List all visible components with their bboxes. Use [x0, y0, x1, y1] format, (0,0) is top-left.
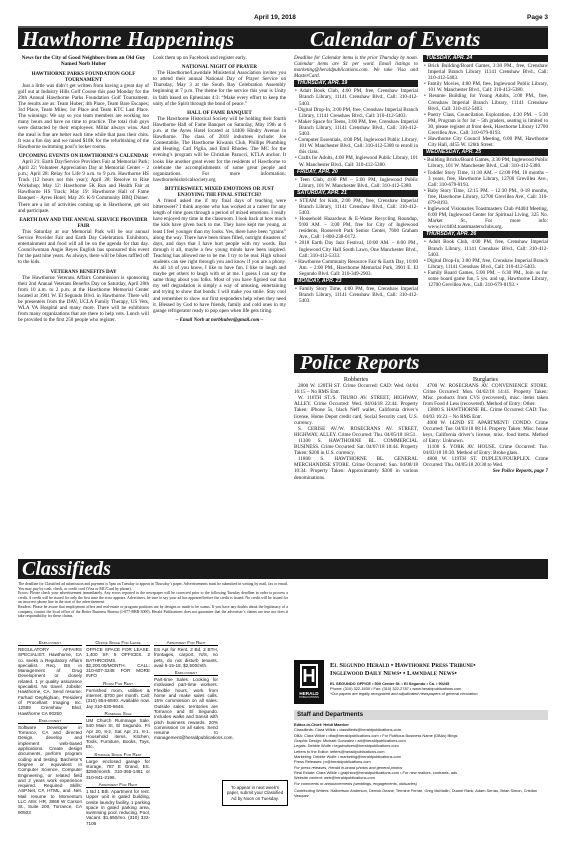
classified-ad: REGULATORY AFFAIRS SPECIALIST. Hawthorne, CA co. seeks a Regulatory Affairs specialist. Req. BS in Management of Drug Development or closely related. 1 yr quality assurance specialist. No travel. Jobsite: Hawthorne, CA. Send resume: Farhad Deghighian, President of Procellant Imaging Inc. 12589 Crenshaw Blvd, Hawthorne CA 90250	[18, 647, 82, 716]
calendar-event: • Resume Building for Young Adults, 3:00 PM., free, Crenshaw Imperial Branch Library, 11141 Crenshaw Blvd., Call: 310-412-5403.	[424, 93, 548, 112]
classified-errors-notice: Errors: Please check your advertisement immediately. Any errors reported to the newspaper will be corrected prior to the following Tuesday deadline in order to process a credit. A credit will be issued for only the first time the error appears. Advertisers, be sure to say your ad has appeared before the credit is issued. No credit will be issued for an incorrect phone line in the start of the advertisement.	[18, 591, 288, 605]
calendar-day-thu-26	[423, 231, 548, 288]
calendar-event: • Adult Book Club, 4:00 PM, free, Crenshaw Imperial Branch Library, 11141 Crenshaw Blvd., Call: 310-412-5403.	[424, 239, 548, 258]
staff-line: Marketing: Debbie Wolfe • marketing@heraldpublications.com	[294, 754, 401, 760]
veterans-text-cont: Look them up on Facebook and register early.	[153, 55, 247, 61]
calendar-event: • Maker Space for Teens, 3:00 PM, free, Crenshaw Imperial Branch Library, 11141 Crenshaw Blvd., Call: 310-412-5403.	[295, 118, 418, 138]
bittersweet-text: A friend asked me if my final days of teaching were bittersweet? I think anyone who has worked at a career for any length of time goes through a period of mixed emotions. I really have enjoyed my time in the classroom. I look back at how much the kids have given back to me. They have kept me young, at least I feel younger than my looks. Yes, there have been “grains” along the way. There have been times filled, outright disasters of days, and days that I have hurt people with my words. But through it all, maybe a few young minds have been inspired. Teaching has allowed me to be me. I try to be real. High school students can see right through you and know if you are a phony. As all 14 of you know, I like to have fun. I like to laugh and maybe get others to laugh with or at me. I guess I can say the same thing about you folks. Most of you have figured out that my self degradation is simply a way of amusing, entertaining and trying to show that bonds. I will make you smile. Stay cool and remember to show our first responders help when they need it. Blessed by God to have friends, family and cold ones in my garage refrigerator ready to pop open when life gets tiring.	[153, 198, 286, 314]
calendar-event: • 2018 Earth Day Jazz Festival, 10:00 AM. – 6:00 PM., Inglewood City Hall South Lawn, One Manchester Blvd., Call: 310-412-5333.	[295, 240, 418, 259]
calendar-column-2	[423, 55, 548, 351]
classified-notices	[18, 582, 288, 619]
calendar-event: • Family Story Time, 4:00 PM, free, Crenshaw Imperial Branch Library, 11141 Crenshaw Blvd., Call: 310-412-5403.	[295, 286, 418, 305]
page-header	[18, 14, 548, 24]
herald-logo-text: HERALD	[299, 691, 319, 696]
classified-deadline-notice: The deadline for Classified ad submission and payment is 5pm on Tuesday to appear in Thursday’s paper. Advertisements must be submitted in writing by mail, fax or email. You may pay by cash, check, or credit card (Visa or MC/Card by phone).	[18, 582, 288, 591]
earthday-text: This Saturday at our Memorial Park will be our annual Service Provider Fair and Earth Day Celebration. Exhibitors, entertainment and food will all be on the agenda for that day. Councilwoman Angie Reyes English has sponsored this event for the past nine years. As always, there will be bikes raffled off to the kids.	[18, 228, 149, 266]
police-reports-banner: Police Reports	[294, 354, 548, 373]
calendar-event: • Adult Book Club, 4:00 PM, free, Crenshaw Imperial Branch Library, 11141 Crenshaw Blvd., Call: 310-412-5403.	[295, 88, 418, 107]
classified-ad: Furnished room, utilities & internet, $700 per month. Call: (310) 654-6840. Available now. Jay 310-530-5646.	[86, 687, 150, 709]
classified-ad: Part-time Sales. Looking for motivated part-time workers. Flexible hours, work from home and make sales calls. 15% commission on all sales. Outside sales: territories are Torrance and El Segundo. Includes walks and transit with pitch business rewards. 20% commission on all sales. Send resume to management@heraldpublications.com.	[154, 677, 234, 741]
classified-ad: Software Developer in Torrance, CA and directed Design, develop and implement web-based applications. Create design documents, perform program coding and testing. Bachelor’s Degree or equivalent in Computer Science, Computer Engineering, or related field and 2 years work experience required. Required Skills: ASP.Net, C#, HTML, and .Net. Mail resume to Momentum LLC Attn: HR, 3868 W Carson St., Suite 200, Torrance, CA 90503	[18, 724, 82, 815]
burglary-report: 13800 S. HAWTHORNE BL. Crime Occurred: CAD: Tue. 04/03 16:23 – No RMS Entr.	[423, 407, 548, 420]
classified-ad: 1 Bd 1 Bth. Apartment for rent. Upper unit in gated building, onsite laundry facility, 1 parking space in gated parking area, swimming pool, reducing. Pool, Vacant. $1,650/mo. (310) 322-7106	[86, 788, 150, 826]
staff-line: Letters to the Editor: letters@heraldpublications.com	[294, 748, 385, 754]
staff-line: DBA: Clara Wilkie • dba@heraldpublications.com • For Fictitious Business Name (DBAs) filings	[294, 732, 458, 738]
classified-column-1	[18, 638, 82, 828]
herald-contact	[330, 681, 548, 696]
category-heading: Rummage Sale	[86, 711, 150, 717]
day-heading: WEDNESDAY, APR. 25	[423, 149, 548, 156]
calendar-event: • Digital Drop-In, 3:00 PM, free, Crenshaw Imperial Branch Library, 11141 Crenshaw Blvd., Call: 310-412-5403.	[295, 106, 419, 119]
halloffame-text: The Hawthorne Historical Society will be holding their fourth Hawthorne Hall of Fame Banquet on Saturday, May 19th at 6 p.m. at the Ayres Hotel located at 14400 Hindry Avenue in Hawthorne. The class of 2018 inductees include: Joe Contestabile, The Hawthorne Kiwanis Club, Phillips Plumbing and Heating, Carl Piglia, and Emil Rhodes. The MC for the evening’s program will be Christian Pazucci, KTLA anchor. It looks like another great event for the residents of Hawthorne to celebrate the accomplishments of some great people and organizations. For more information: hawthornehistoricalsociety.org	[153, 115, 286, 183]
burglary-report: 4000 W. 142ND ST. APARTMENT/ CONDO. Crime Occurred: Tue. 04/03/18 08:14. Property Taken: Misc. house keys, California driver’s license, misc. food items. Method of Entry: Unknown.	[423, 419, 548, 444]
calendar-event: • Toddler Story Time, 11:30 AM. – 12:00 PM, 18 months – 3 years, free, Hawthorne Library, 12700 Grevillea Ave., Call: 310-679-8193.	[424, 169, 548, 188]
calendar-event: • Poetry Class, Councilation Exploration, 4:30 PM. – 5:30 PM, Program is for 1st – 5th graders, seating is limited to 30, please register at front desk, Hawthorne Library 12700 Grevillea Ave., Call: 310-679-8193.	[424, 111, 548, 137]
publication-names	[330, 662, 548, 679]
staff-line: For press releases, Herald in-brand photos and general photos	[294, 764, 403, 770]
staff-line: Contributing Writers: Halbertson Anderson, Derrick Deane, Termine Ferrari, Greg McMallin, Duane Rank, Adam Serrao, Brian Simon, Cristian Vasquez	[294, 788, 537, 799]
issue-date: April 19, 2018	[254, 14, 296, 21]
classified-readers-notice: Readers: Please be aware that employment offers and real-estate or program positions are by designs or made to be scams. If you have any doubts about the legitimacy of a company, contact the local office of the Better Business Bureau (1-877-BBB-3000). Herald Publications does not guarantee that the advertiser’s claims are true nor does it take responsibility for these claims.	[18, 604, 288, 619]
burglary-report: 4700 W. ROSECRANS AV. CONVENIENCE STORE. Crime Occurred: Mon. 04/02/18 14:41. Property Taken: Misc. products from CVS (recovered), misc. items taken from Food 4 Less (recovered). Method of Entry: Other.	[423, 383, 548, 408]
category-heading: Employment	[18, 718, 82, 724]
calendar-event: • Baby Story Time, 12:15 PM. – 12:30 PM., 0-18 months, free, Hawthorne Library, 12700 Grevillea Ave., Call: 310-679-8193.	[424, 187, 548, 206]
robberies-heading: Robberies	[343, 377, 369, 383]
calendar-event: • STEAM for Kids, 2:00 PM., free, Crenshaw Imperial Branch Library, 11141 Crenshaw Blvd., Call: 310-412-5403.	[295, 197, 418, 216]
calendar-column-1	[294, 55, 418, 351]
happenings-banner-title: Hawthorne Happenings	[22, 27, 235, 51]
calendar-event: • Computer Essentials, 4:00 PM, Inglewood Public Library, 101 W. Manchester Blvd., Call: 310-412-5380 to enroll in this class.	[295, 137, 418, 156]
calendar-event: • Inglewood Visionaries Toastmasters Club #4404 Meeting, 6:00 PM, Inglewood Center for Spiritual Living, 325 No. Market St., For more info: www.ivc4404.toastmastersclubs.org.	[424, 206, 548, 231]
happenings-column-2	[153, 55, 286, 553]
prayer-heading: NATIONAL NIGHT OF PRAYER	[181, 64, 258, 71]
category-heading: Apartment For Rent	[86, 782, 150, 788]
classified-column-3	[154, 638, 234, 828]
calendar-deadline: Deadline for Calendar items is the prior Thursday by noon. Calendar items are $1 per word. Email listings to marketing@heraldpublications.com. We take Visa and MasterCard.	[294, 55, 418, 80]
calendar-event: • Hawthorne Community Resource Fair & Earth Day, 10:00 Am. – 2:00 PM., Hawthorne Memorial Park, 3901 E. El Segundo Blvd. Call: 310-349-2903.	[295, 258, 418, 277]
category-heading: Employment	[18, 640, 82, 646]
classified-column-2	[86, 638, 150, 828]
email-signature: – Email Norb at norbhuber@gmail.com –	[175, 316, 264, 323]
category-heading: Employment	[154, 670, 218, 676]
robbery-report: S. CERISE AV./W. ROSECRANS AV. STREET, HIGHWAY, ALLEY. Crime Occurred: Thu. 04/05/18 18:51.	[294, 425, 418, 438]
calendar-day-mon-23	[294, 278, 418, 304]
staff-line: Press Releases: pr@heraldpublications.com	[294, 759, 371, 765]
day-heading: TUESDAY, APR. 24	[423, 55, 548, 62]
burglary-report: 11100 S. YORK AV. HOUSE. Crime Occurred: Tue. 04/03/18 18:30. Method of Entry: Broke glass.	[423, 444, 548, 457]
earthday-heading: EARTH DAY AND THE ANNUAL SERVICE PROVIDER FAIR	[19, 216, 148, 229]
police-continued-link[interactable]: See Police Reports, page 7	[492, 468, 548, 475]
classifieds-banner: Classifieds	[18, 559, 548, 579]
calendar-day-thu-19	[294, 80, 418, 167]
calendar-day-wed-25	[423, 149, 548, 230]
section-banner	[18, 26, 548, 49]
calendar-day-fri-20	[294, 169, 418, 189]
calendar-event: • Teen Club, 4:00 PM – 5:00 PM, Inglewood Public Library, 101 W. Manchester Blvd., Call: 310-412-5380.	[295, 176, 418, 189]
classified-ad: ES Apt for Rent. 2 Bd, 2 BTH, frontages, carport, N/S, no pets, do not disturb tenants, avail 5-15-18, $2,500/mth.	[154, 647, 218, 668]
golf-text: Just a little was didn’t get written from having a great day of golf out at Industry Hills Golf Course this past Monday for the 29th Annual Hawthorne Parks Foundation Golf Tournament. The results are as: Team Huber; 4th Place, Team Bare Escapes; 3rd Place, Team Miles; 1st Place and Team KTC Last Place. The winnings: We say so you team members are working too many hours and have no time to practice. The total club guys were distracted by their employees. Millar always wins. And the meal is fine are better each time while that pass their chits. It was a fun day and we raised $10K for the refurbishing of the Hawthorne swimming pool’s locker rooms.	[18, 82, 149, 150]
robbery-report: 11300 S. HAWTHORNE BL. COMMERCIAL BUSINESS. Crime Occurred: Sat. 04/07/18 18:44. Property Taken: $200 in U.S. currency.	[294, 437, 418, 457]
classified-deadline-box	[222, 780, 288, 806]
day-heading: THURSDAY, APR. 19	[294, 80, 418, 87]
golf-heading: HAWTHORNE PARKS FOUNDATION GOLF TOURNAMENT	[31, 70, 136, 83]
upcoming-text: April 21: Earth Day/Service Providers Fair at Memorial Park; April 22: Volunteer Appreciation Day at Memorial Center – 2 p.m.; April 28: Relay for Life 9 a.m. to 9 p.m. Hawthorne HS Track (12 hours not this year); April 28: Resolve to Rise Workshop; May 12: Hawthorne 5K Run and Health Fair at Hawthorne HS Track; May 19: Hawthorne Hall of Fame Banquet – Ayres Hotel; May 26: K-9 Community BBQ Dinner. There are a lot of activities coming up in Hawthorne, get out and participate.	[18, 158, 149, 214]
calendar-event: • Family Board Games, 5:00 PM. – 6:30 PM., Join us for some board game fun, 5 yrs. and up, Hawthorne Library, 12700 Grevillea Ave., Call: 310-679-8193. •	[424, 269, 548, 289]
veterans-text: The Hawthorne Veterans Affairs Commission is sponsoring their 2nd Annual Veterans Benefits Day on Saturday, April 28th from 10 a.m. to 2 p.m. at the Hawthorne Memorial Center located at 3901 W. El Segundo Blvd. in Hawthorne. There will be presenters from the DAV, UCLA Family Therapy, US Vets, WLA VA Hospital and many more. There will be exhibitors from many organizations that are there to help vets. Lunch will be provided to the first 250 people who register.	[18, 274, 149, 324]
staff-line: Legals: Debbie Wolfe • legalnotices@heraldpublications.com	[294, 743, 399, 749]
calendar-event: • Hawthorne City Council Meeting, 6:00 PM, Hawthorne City Hall, 4455 W. 126th Street.	[424, 136, 548, 149]
staff-line: For comments or announcements (weddings, engagements, obituaries)	[294, 780, 418, 786]
halloffame-heading: HALL OF FAME BANQUET	[187, 109, 252, 116]
calendar-event: • Brick Building/Board Games, 3:30 PM., free, Crenshaw Imperial Branch Library 11141 Crenshaw Blvd., Call: 310-412-5403.	[424, 63, 548, 82]
publication-names-line1: El Segundo Herald • Hawthorne Press Tribune•	[330, 662, 476, 669]
staff-heading: Staff and Departments	[294, 710, 548, 720]
burglaries-column	[423, 377, 548, 553]
page-number: Page 3	[527, 14, 548, 21]
category-heading: Office Space For Lease	[86, 640, 150, 646]
day-heading: MONDAY, APR. 23	[294, 278, 418, 285]
day-heading: FRIDAY, APR. 20	[294, 169, 418, 176]
herald-logo-mark: H	[300, 664, 318, 688]
publication-names-line2: Inglewood Daily News• • Lawndale News•	[330, 670, 457, 678]
legal-note: *Our papers are legally recognized and adjudicated newspapers of general circulation	[330, 691, 478, 696]
calendar-event: • Family Movies, 4:00 PM, free, Inglewood Public Library, 101 W. Manchester Blvd., Call: 310-412-5380.	[424, 81, 548, 94]
calendar-banner-title: Calendar of Events	[310, 27, 481, 51]
happenings-intro: News for the City of Good Neighbors from an Old Guy Named Norb Huber	[21, 55, 146, 68]
staff-line: Graphic Design: Michael Gonzalez • art@heraldpublications.com	[294, 738, 406, 744]
calendar-day-tue-24	[423, 55, 548, 148]
prayer-text: The Hawthorne/Lawndale Ministerial Association invites you to attend their annual National Day of Prayer Service on Thursday, May 3 at the South Bay Celebration Assembly beginning at 7 p.m. The theme for the service this year is Unity in faith based on Ephesians 4:3: “Make every effort to keep the unity of the Spirit through the bond of peace.”	[153, 70, 286, 107]
day-heading: THURSDAY, APR. 26	[423, 231, 548, 238]
burglaries-heading: Burglaries	[473, 377, 498, 383]
robbery-report: W. 116TH ST./S. TRURO AV. STREET, HIGHWAY, ALLEY. Crime Occurred: Wed. 04/04/18 22:44. Property Taken: iPhone 5s, black Neff wallet, California driver’s license, Home Depot credit card, Social Security card, U.S. currency.	[294, 395, 418, 426]
burglary-report: 4800 W. 119TH ST. DUPLEX/FOURPLEX. Crime Occurred: Thu. 04/05/18 20:30 to Wed.	[423, 456, 548, 469]
robbery-report: 2800 W. 120TH ST. Crime Occurred: CAD: Wed. 04/04 16:15 – No RMS Entr.	[294, 383, 418, 396]
calendar-day-sat-21	[294, 190, 418, 277]
herald-logo	[294, 660, 324, 704]
staff-line: Editor-In-Chief: Heidi Maerker	[294, 722, 349, 727]
happenings-column-1	[18, 55, 149, 553]
staff-line: Website content: web@heraldpublications.com	[294, 775, 375, 781]
veterans-heading: VETERANS BENEFITS DAY	[50, 268, 117, 275]
calendar-event: • Household Hazardous & E-Waste Recycling Roundup, 9:00 AM. – 3:00 PM, free for City of Inglewood residents, Roosevelt Park Senior Center, 7600 Graham Ave., Call: 1-800-238-0172.	[295, 216, 418, 241]
office-address: EL SEGUNDO OFFICE • 500 Center St. • El Segundo • Ca. • 90245	[330, 681, 450, 686]
robberies-column	[294, 377, 418, 553]
staff-line: Real Estate: Clara Wilkie • graphics@heraldpublications.com • For new realtors, contracts, ads	[294, 770, 458, 776]
staff-line: Classifieds: Clara Wilkie • classifieds@heraldpublications.com	[294, 727, 401, 733]
bittersweet-heading: BITTERSWEET, MIXED EMOTIONS OR JUST ENJOYING THE FINAL STRETCH?	[164, 185, 275, 198]
calendar-event: • Digital Drop-In, 3:00 PM, free, Crenshaw Imperial Branch Library, 11141 Crenshaw Blvd., Call: 310-412-5403.	[424, 257, 548, 270]
classified-ad: UM Church Rummage Sale. 540 Main St, El Segundo. Fri Apr 20, 8-2, Sat Apr 21, 8-1. Household items, Kitchen, Tools, Furniture, Books, Toys, Etc.	[86, 717, 150, 750]
classified-ad: OFFICE SPACE FOR LEASE. 1,400 SF. 5 OFFICES. 2 BATHROOMS. $2,200.00/MONTH. CALL: 310-607-3248 FOR MORE INFO	[86, 647, 150, 679]
calendar-event: • Building Bricks/Board Games, 3:30 PM, Inglewood Public Library, 101 W. Manchester Blvd., Call: 310-412-5380.	[424, 157, 548, 170]
deadline-box-text: To appear in next week’s paper, submit your Classified Ad by Noon on Tuesday.	[222, 780, 288, 806]
staff-list	[294, 722, 548, 799]
robbery-report: 11800 S. HAWTHORNE BL. GENERAL MERCHANDISE STORE. Crime Occurred: Sun. 04/08/18 10:34. Property Taken: Approximately $300 in various denominations.	[294, 456, 418, 481]
upcoming-heading: UPCOMING EVENTS ON HAWTHORNE’S CALENDAR	[18, 152, 149, 159]
herald-logo-subtext: PUBLICATIONS	[299, 696, 319, 699]
day-heading: SATURDAY, APR. 21	[294, 190, 418, 197]
category-heading: Room For Rent	[86, 681, 150, 687]
office-phone[interactable]: Phone: (310) 322-1830 • Fax: (310) 322-2787 • www.heraldpublications.com	[330, 686, 462, 691]
calendar-event: • Crafts for Adults, 4:00 PM, Inglewood Public Library, 101 W. Manchester Blvd., Call: 310-412-5380.	[295, 155, 418, 168]
category-heading: Apartment For Rent	[154, 640, 218, 646]
classified-ad: Large enclosed garage for storage, 787 E Grand, ES. $250/month. 310-365-1481 or 310-841-2196.	[86, 758, 150, 780]
category-heading: Storage Space For Rent	[86, 752, 150, 758]
